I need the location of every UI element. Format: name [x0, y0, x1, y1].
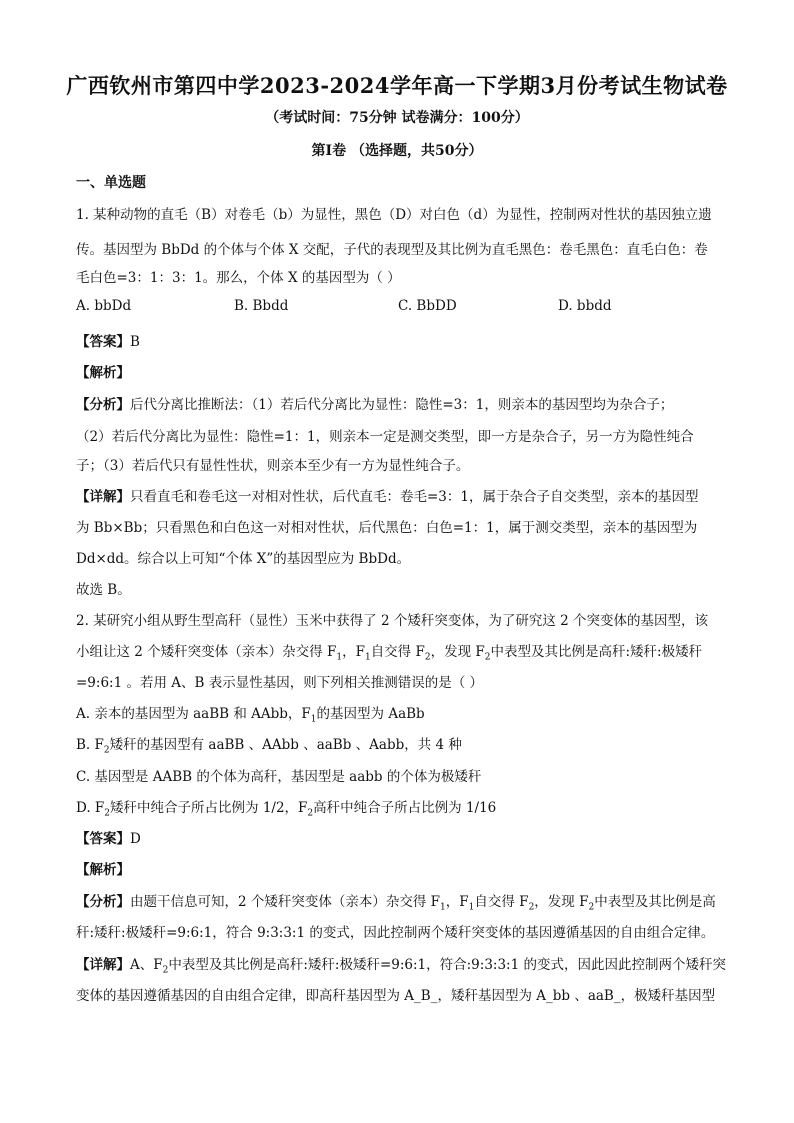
answer-value: B	[130, 334, 140, 350]
q1-option-b: B. Bbdd	[234, 298, 289, 314]
xiangjie-tag: 【详解】	[76, 957, 130, 973]
q1-option-c: C. BbDD	[398, 298, 457, 314]
exam-subtitle: （考试时间：75分钟 试卷满分：100分）	[265, 110, 529, 126]
q1-xiangjie-line: 【详解】只看直毛和卷毛这一对相对性状，后代直毛：卷毛=3：1，属于杂合子自交类型，亲本的基因型	[76, 489, 699, 505]
q1-option-d: D. bbdd	[558, 298, 612, 314]
q2-fenxi-line: 秆:矮秆:极矮秆=9:6:1，符合 9:3:3:1 的变式，因此控制两个矮秆突变体的基因遵循基因的自由组合定律。	[76, 925, 715, 941]
q1-xiangjie-line: Dd×dd。综合以上可知“个体 X”的基因型应为 BbDd。	[76, 551, 411, 567]
q1-option-a: A. bbDd	[76, 298, 132, 314]
q2-option-a: A. 亲本的基因型为 aaBB 和 AAbb，$F_1$的基因型为 AaBb	[76, 706, 425, 725]
q1-stem-line: 传。基因型为 BbDd 的个体与个体 X 交配，子代的表现型及其比例为直毛黑色：卷毛黑色：直毛白色：卷	[76, 242, 708, 258]
q2-option-b: B. $F_2$矮秆的基因型有 aaBB 、AAbb 、aaBb 、Aabb，共 4 种	[76, 737, 462, 756]
fenxi-tag: 【分析】	[76, 397, 130, 413]
q1-analysis-tag: 【解析】	[76, 365, 130, 381]
answer-value: D	[130, 831, 141, 847]
exam-title: 广西钦州市第四中学2023-2024学年高一下学期3月份考试生物试卷	[66, 73, 728, 98]
part-heading: 一、单选题	[76, 175, 146, 191]
q2-option-c: C. 基因型是 AABB 的个体为高秆，基因型是 aabb 的个体为极矮秆	[76, 769, 482, 785]
q1-fenxi-line: 子；（3）若后代只有显性性状，则亲本至少有一方为显性纯合子。	[76, 458, 470, 474]
q2-option-d: D. $F_2$矮秆中纯合子所占比例为 1/2，$F_2$高秆中纯合子所占比例为 1/16	[76, 800, 497, 819]
q2-stem-line: 2. 某研究小组从野生型高秆（显性）玉米中获得了 2 个矮秆突变体，为了研究这 2 个突变体的基因型，该	[76, 613, 709, 629]
q1-stem-line: 毛白色=3：1：3：1。那么，个体 X 的基因型为（ ）	[76, 270, 401, 286]
q2-answer	[76, 827, 141, 847]
q1-stem-line: 1. 某种动物的直毛（B）对卷毛（b）为显性，黑色（D）对白色（d）为显性，控制两对性状的基因独立遗	[76, 207, 712, 223]
section-title: 第I卷 （选择题，共50分）	[311, 143, 483, 159]
q1-fenxi-line: 【分析】后代分离比推断法：（1）若后代分离比为显性：隐性=3：1，则亲本的基因型均为杂合子；	[76, 397, 674, 413]
q2-fenxi-line: 【分析】由题干信息可知，2 个矮秆突变体（亲本）杂交得 $F_1$，$F_1$自交得 $F_2$，发现 $F_2$中表型及其比例是高	[76, 894, 716, 913]
q1-answer	[76, 330, 140, 350]
q1-options	[76, 298, 716, 318]
q2-xiangjie-line: 【详解】A、$F_2$中表型及其比例是高秆:矮秆:极矮秆=9:6:1，符合:9:3:3:1 的变式，因此因此控制两个矮秆突	[76, 957, 726, 976]
answer-tag: 【答案】	[76, 831, 130, 847]
answer-tag: 【答案】	[76, 334, 130, 350]
q2-stem-line: =9:6:1 。若用 A、B 表示显性基因，则下列相关推测错误的是（ ）	[76, 675, 484, 691]
q2-xiangjie-line: 变体的基因遵循基因的自由组合定律，即高秆基因型为 A_B_，矮秆基因型为 A_bb 、aaB_，极矮秆基因型	[76, 988, 716, 1004]
q1-xiangjie-line: 为 Bb×Bb；只看黑色和白色这一对相对性状，后代黑色：白色=1：1，属于测交类型，亲本的基因型为	[76, 520, 698, 536]
q2-stem-line: 小组让这 2 个矮秆突变体（亲本）杂交得 $F_1$，$F_1$自交得 $F_2$，发现 $F_2$中表型及其比例是高秆:矮秆:极矮秆	[76, 644, 703, 663]
q2-analysis-tag: 【解析】	[76, 862, 130, 878]
q1-conclusion: 故选 B。	[76, 582, 131, 598]
q1-fenxi-line: （2）若后代分离比为显性：隐性=1：1，则亲本一定是测交类型，即一方是杂合子，另一方为隐性纯合	[76, 429, 694, 445]
fenxi-tag: 【分析】	[76, 894, 130, 910]
xiangjie-tag: 【详解】	[76, 489, 130, 505]
